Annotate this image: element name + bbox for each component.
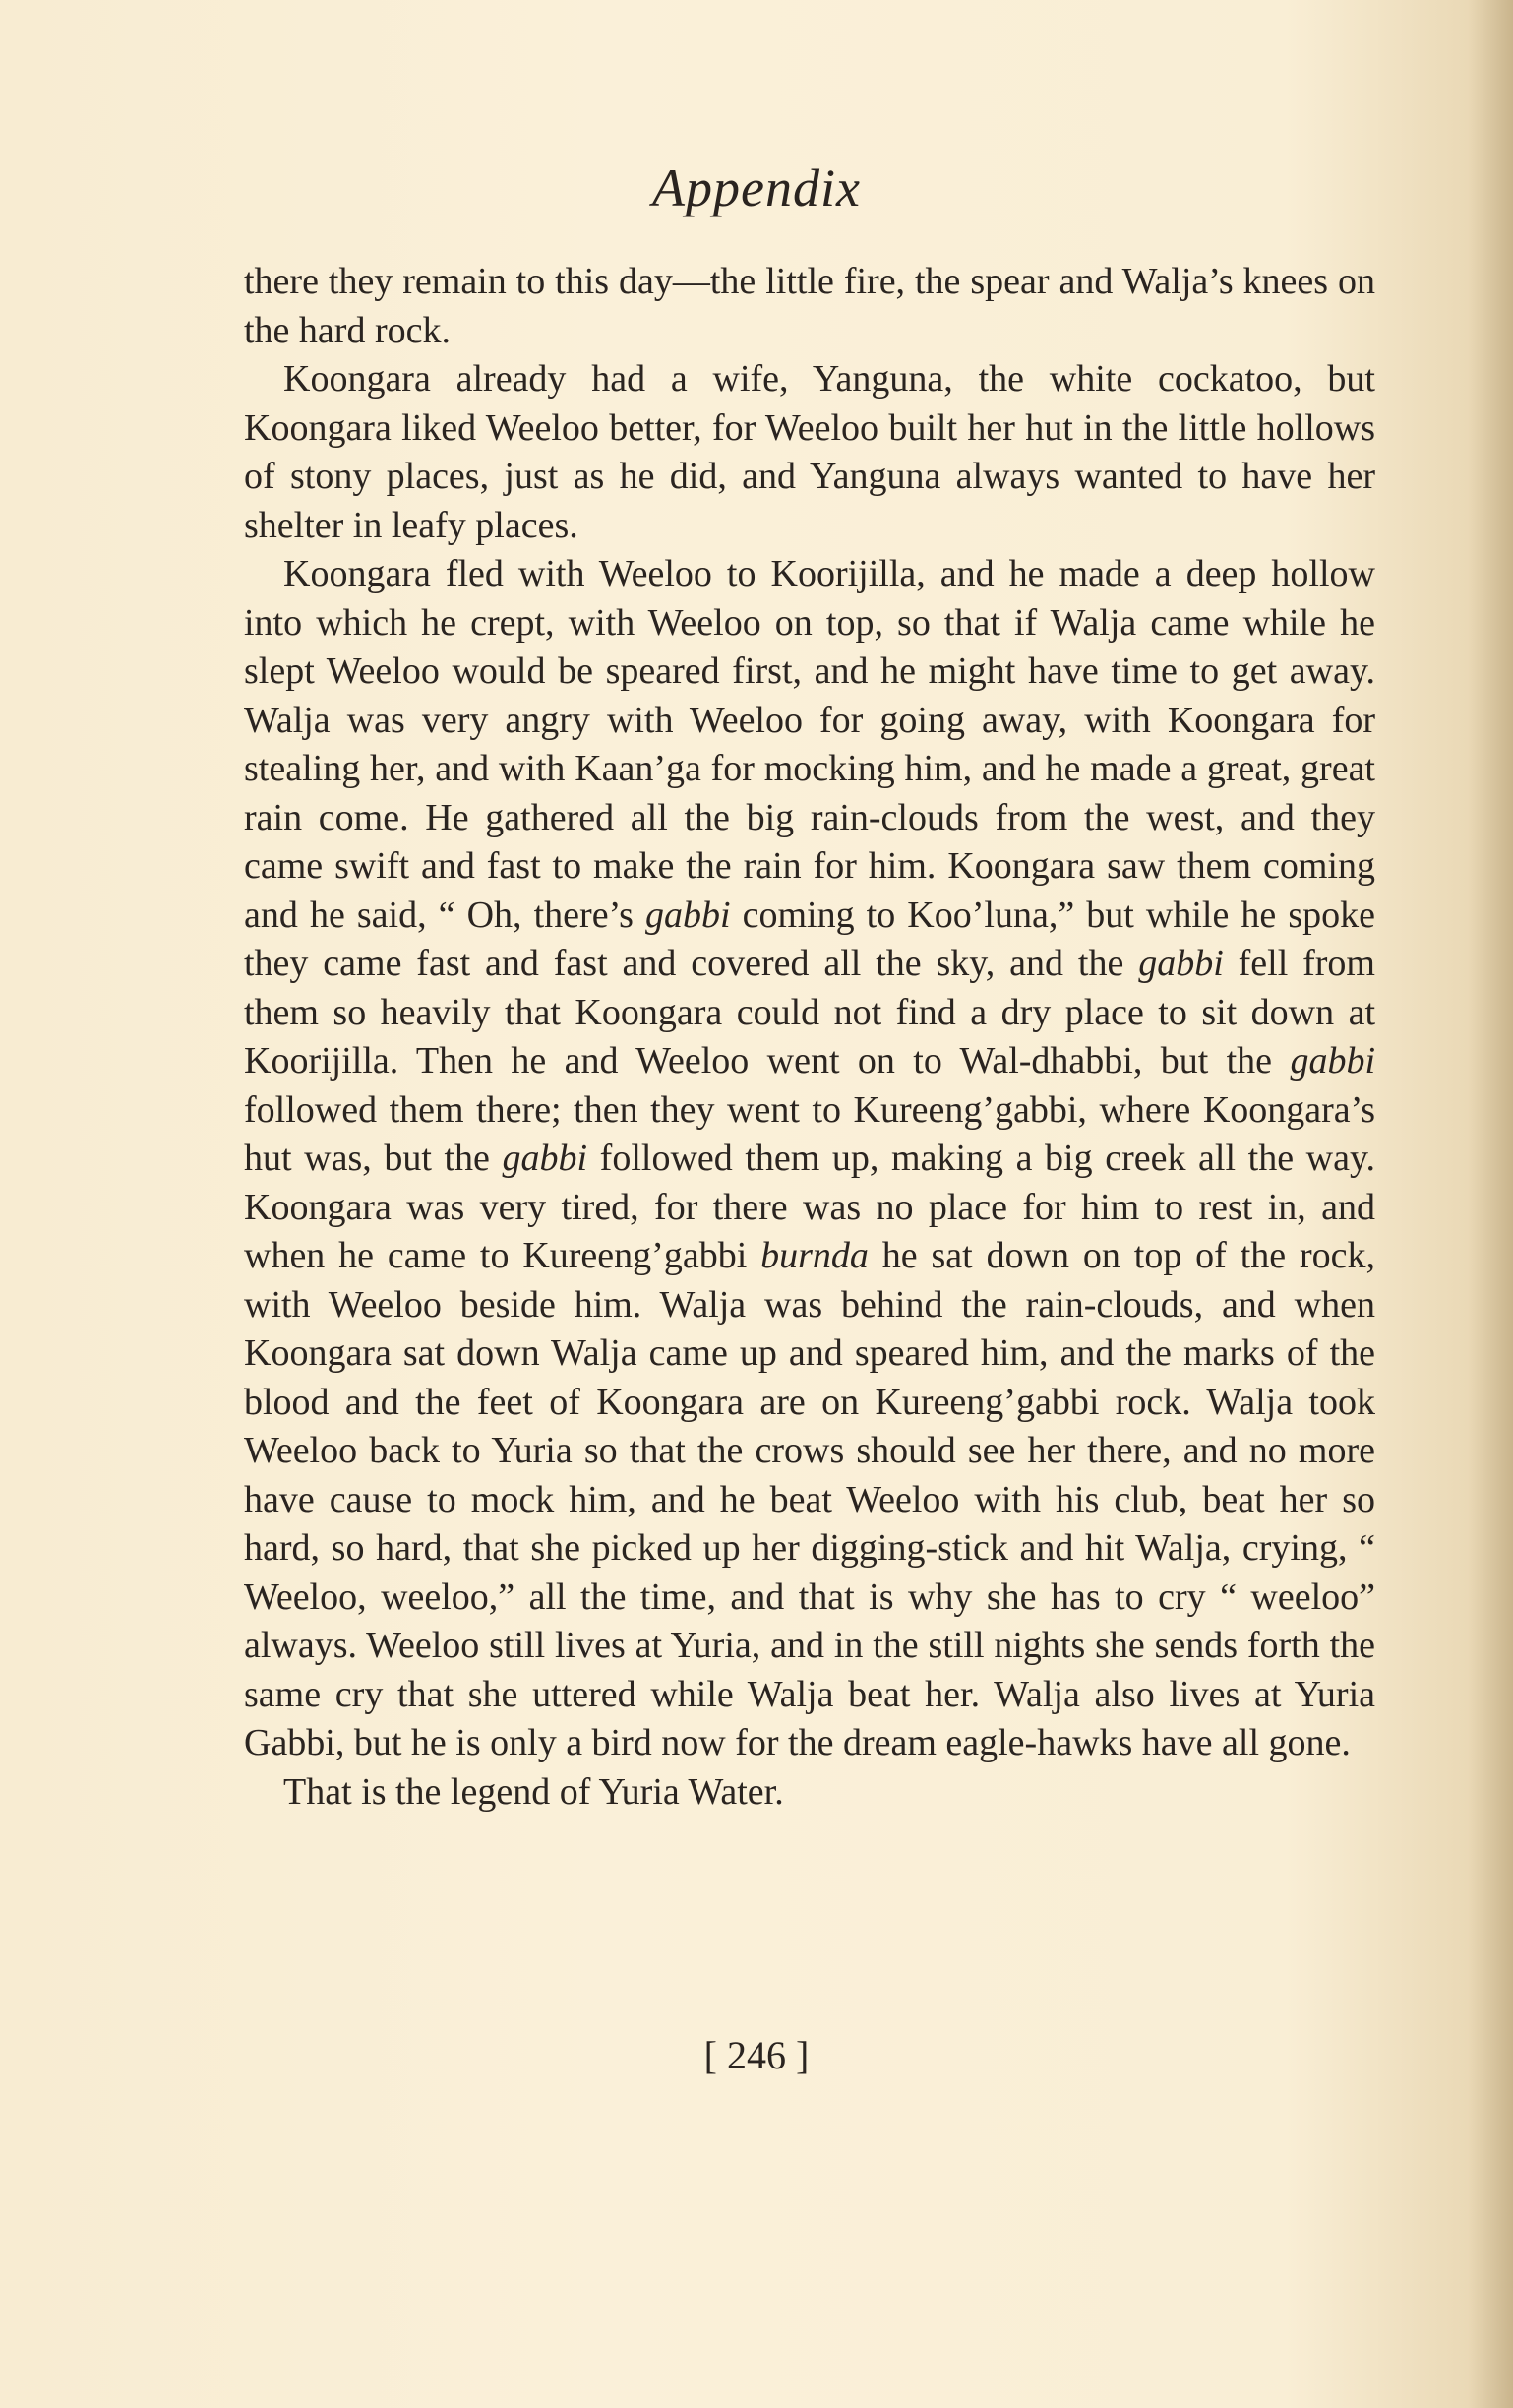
text-run: there they remain to this day—the little fire, the spear and Walja’s knees on the hard rock. xyxy=(244,261,1375,351)
text-run: followed them up, making a big creek all the way. Koongara was very tired, for there was no place for him to rest in, and when he came to Kureeng’gabbi xyxy=(244,1138,1375,1276)
text-run: Koongara fled with Weeloo to Koorijilla, and he made a deep hollow into which he crept, with Weeloo on top, so that if Walja came while he slept Weeloo would be speared first, and he might have time to get away. Walja was very angry with Weeloo for going away, with Koongara for stealing her, and with Kaan’ga for mocking him, and he made a great, great rain come. He gathered all the big rain-clouds from the west, and they came swift and fast to make the rain for him. Koongara saw them coming and he said, “ Oh, there’s xyxy=(244,553,1375,936)
italic-term: gabbi xyxy=(644,894,731,936)
text-run: coming to Koo’luna,” but while he spoke they came fast and fast and covered all the sky, and the xyxy=(244,894,1375,984)
body-text xyxy=(244,258,1375,1817)
page-number: [ 246 ] xyxy=(703,2033,810,2077)
paragraph xyxy=(244,1768,1375,1818)
running-head: Appendix xyxy=(652,158,861,217)
italic-term: gabbi xyxy=(502,1138,588,1179)
text-run: he sat down on top of the rock, with Weeloo beside him. Walja was behind the rain-clouds, and when Koongara sat down Walja came up and speared him, and the marks of the blood and the feet of Koongara are on Kureeng’gabbi rock. Walja took Weeloo back to Yuria so that the crows should see her there, and no more have cause to mock him, and he beat Weeloo with his club, beat her so hard, so hard, that she picked up her digging-stick and hit Walja, crying, “ Weeloo, weeloo,” all the time, and that is why she has to cry “ weeloo” always. Weeloo still lives at Yuria, and in the still nights she sends forth the same cry that she uttered while Walja beat her. Walja also lives at Yuria Gabbi, but he is only a bird now for the dream eagle-hawks have all gone. xyxy=(244,1235,1376,1763)
italic-term: burnda xyxy=(760,1235,869,1276)
paragraph xyxy=(244,355,1375,550)
italic-term: gabbi xyxy=(1290,1040,1375,1081)
paragraph xyxy=(244,258,1375,355)
paragraph xyxy=(244,550,1375,1768)
text-run: That is the legend of Yuria Water. xyxy=(283,1770,784,1813)
text-run: Koongara already had a wife, Yanguna, the white cockatoo, but Koongara liked Weeloo better, for Weeloo built her hut in the little hollows of stony places, just as he did, and Yanguna always wanted to have her shelter in leafy places. xyxy=(244,358,1375,546)
italic-term: gabbi xyxy=(1138,943,1224,984)
text-run: fell from them so heavily that Koongara could not find a dry place to sit down at Koorijilla. Then he and Weeloo went on to Wal-dhabbi, but the xyxy=(244,943,1375,1081)
text-run: followed them there; then they went to Kureeng’gabbi, where Koongara’s hut was, but the xyxy=(244,1088,1375,1179)
